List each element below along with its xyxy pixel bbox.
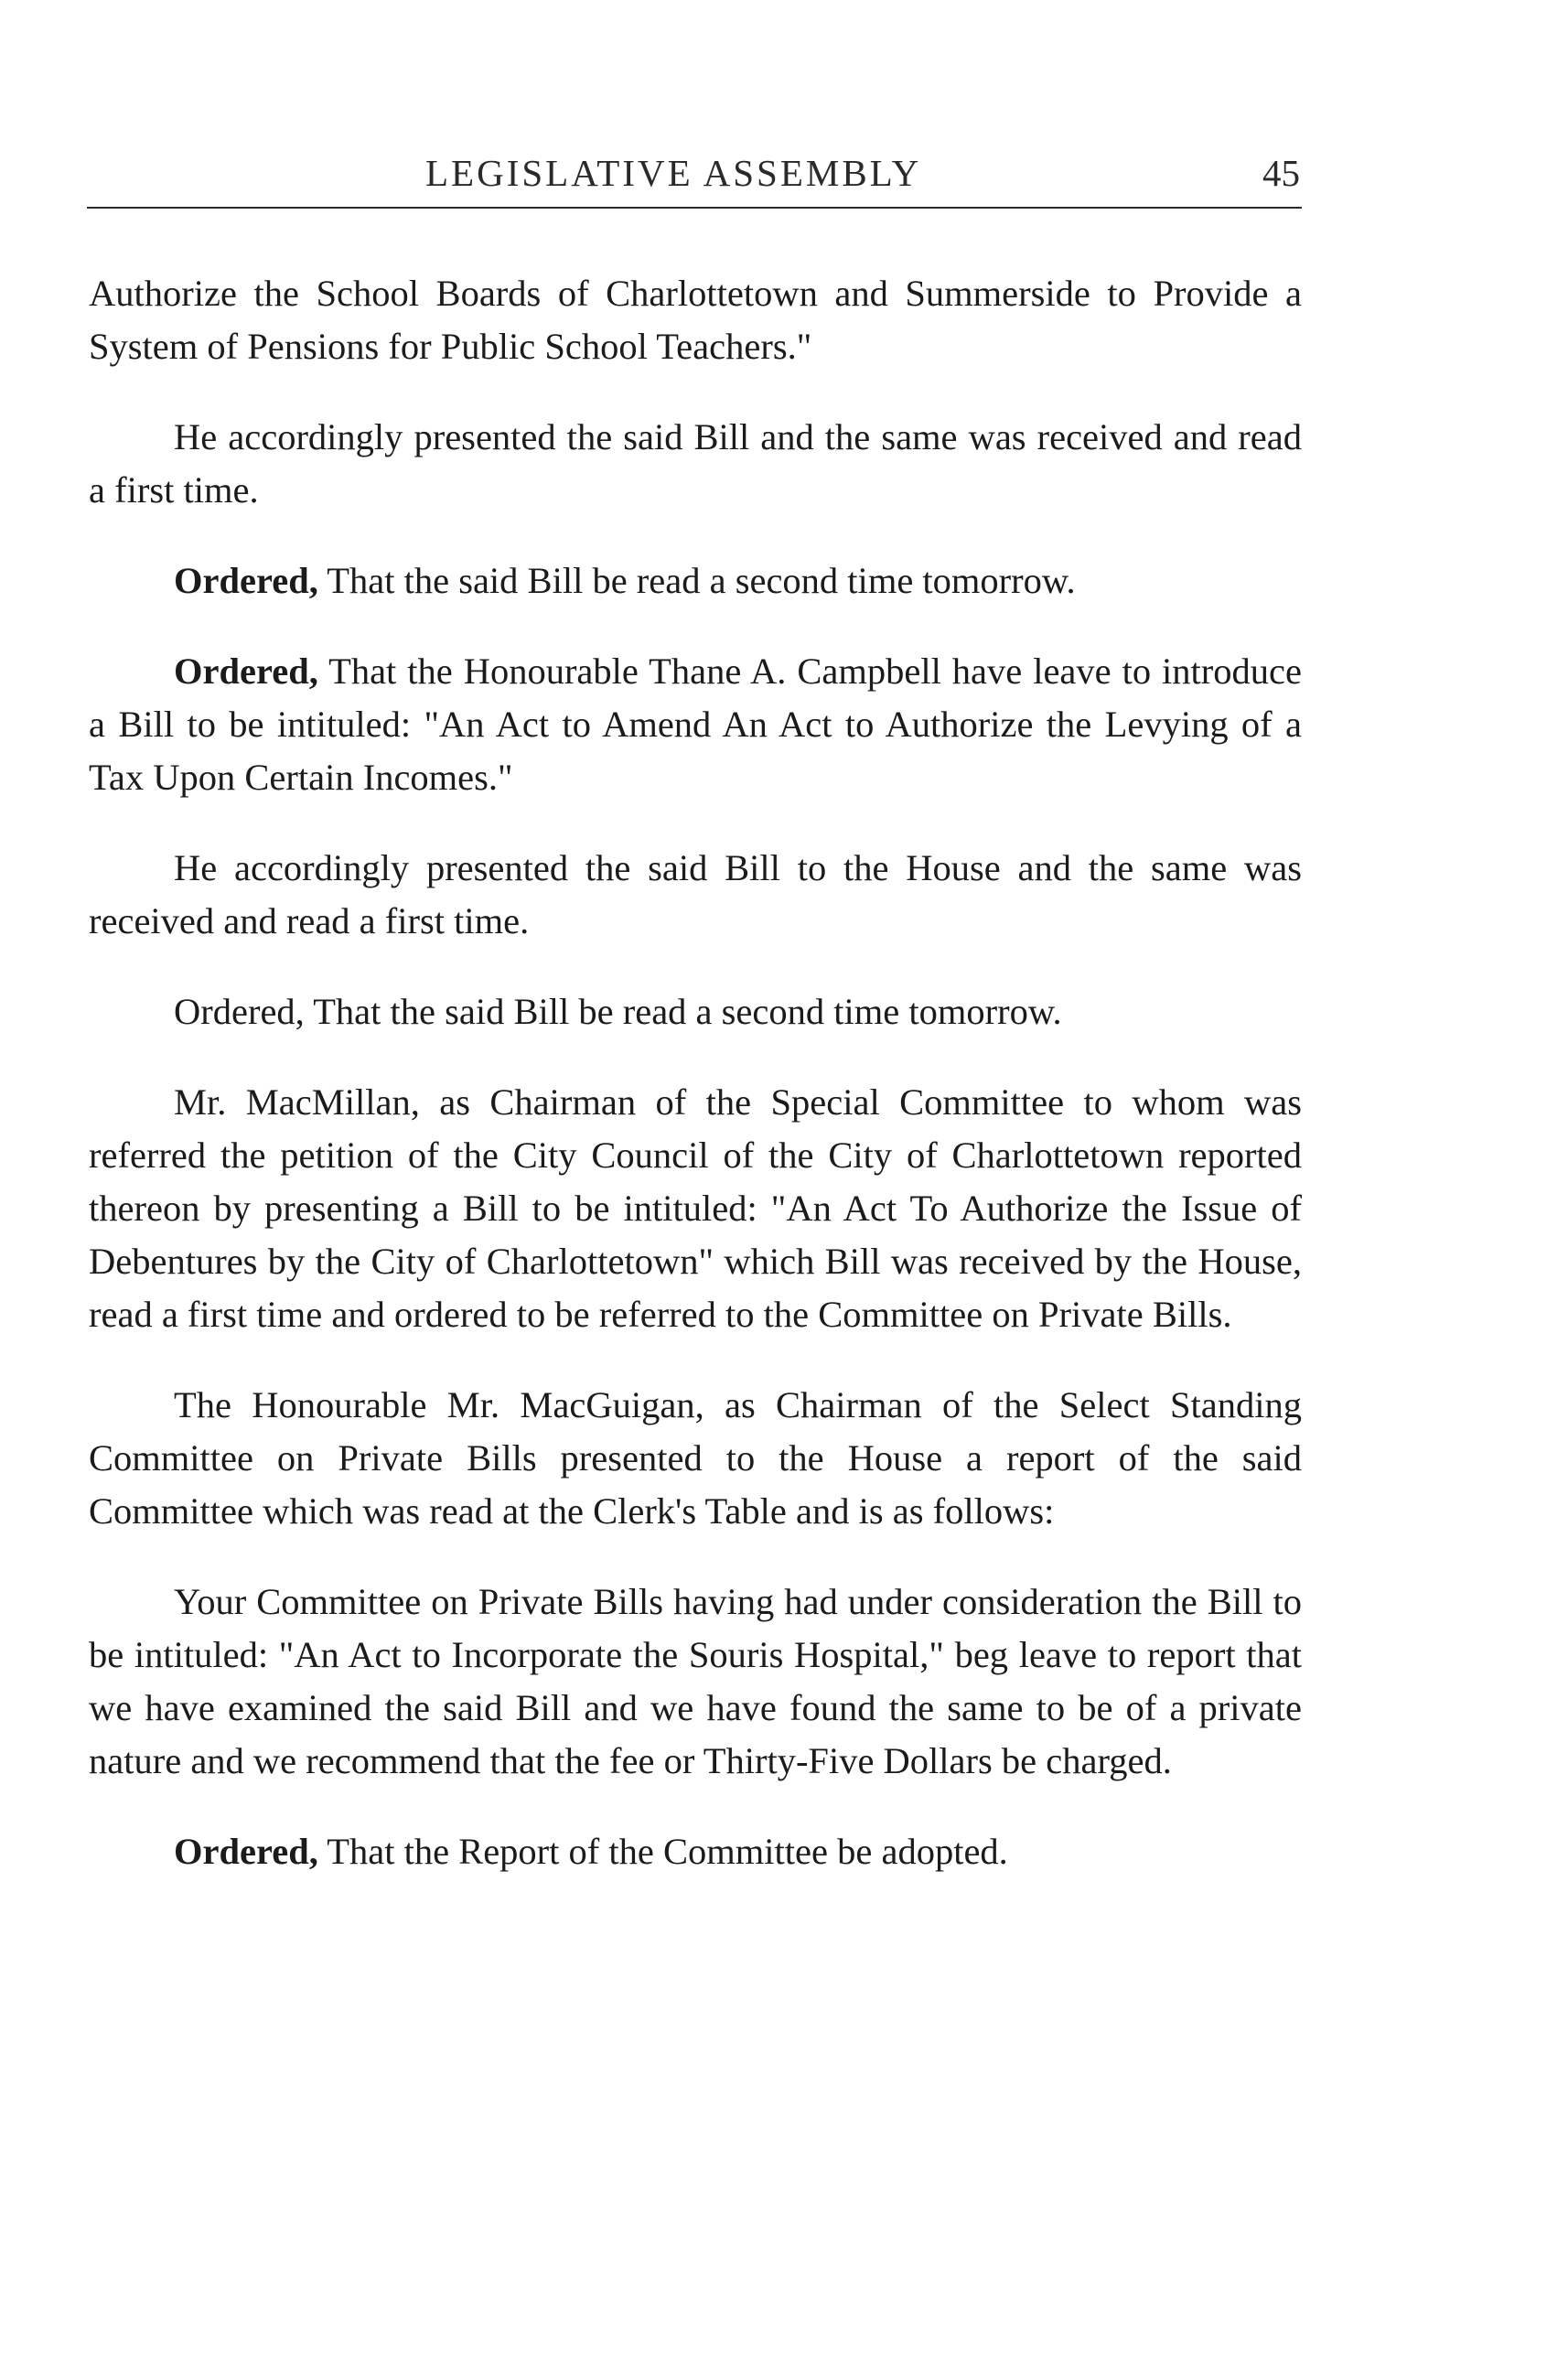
paragraph-text: That the said Bill be read a second time tomorrow. xyxy=(317,560,1076,601)
paragraph-text: He accordingly presented the said Bill and the same was received and read a first time. xyxy=(89,416,1302,511)
paragraph-ordered-second-reading xyxy=(89,554,1302,608)
header-title: LEGISLATIVE ASSEMBLY xyxy=(425,152,922,194)
page-number: 45 xyxy=(1262,152,1300,194)
paragraph-ordered-second-reading-2 xyxy=(89,985,1302,1038)
paragraph-text: That the Report of the Committee be adopted. xyxy=(317,1831,1008,1872)
paragraph-committee-report-text xyxy=(89,1575,1302,1788)
paragraph-ordered-report-adopted xyxy=(89,1825,1302,1878)
paragraph-text: He accordingly presented the said Bill to the House and the same was received and read a first time. xyxy=(89,847,1302,941)
paragraph-lead: Ordered, xyxy=(174,651,318,692)
paragraph-lead: Ordered, xyxy=(174,1831,318,1872)
header-rule xyxy=(87,207,1302,209)
paragraph-text: That the Honourable Thane A. Campbell have leave to introduce a Bill to be intituled: "An Act to Amend An Act to Authorize the Levying of a Tax Upon Certain Incomes." xyxy=(89,651,1302,798)
paragraph-bill-presented-to-house xyxy=(89,842,1302,948)
paragraph-text: The Honourable Mr. MacGuigan, as Chairman of the Select Standing Committee on Private Bills presented to the House a report of the said Committee which was read at the Clerk's Table and is as follows: xyxy=(89,1384,1302,1532)
paragraph-ordered-leave-to-introduce xyxy=(89,645,1302,804)
paragraph-special-committee-report xyxy=(89,1076,1302,1341)
running-header xyxy=(87,151,1304,206)
paragraph-text: Ordered, That the said Bill be read a second time tomorrow. xyxy=(174,991,1062,1032)
paragraph-lead: Ordered, xyxy=(174,560,318,601)
paragraph-text: Your Committee on Private Bills having had under consideration the Bill to be intituled: "An Act to Incorporate the Souris Hospital," beg leave to report that we have examined the said Bill and we have found the same to be of a private nature and we recommend that the fee or Thirty-Five Dollars be charged. xyxy=(89,1581,1302,1781)
paragraph-private-bills-committee xyxy=(89,1379,1302,1538)
paragraph-text: Mr. MacMillan, as Chairman of the Special Committee to whom was referred the petition of the City Council of the City of Charlottetown reported thereon by presenting a Bill to be intituled: "An Act To Authorize the Issue of Debentures by the City of Charlottetown" which Bill was received by the House, read a first time and ordered to be referred to the Committee on Private Bills. xyxy=(89,1081,1302,1335)
paragraph-text: Authorize the School Boards of Charlottetown and Summerside to Provide a System of Pensions for Public School Teachers." xyxy=(89,273,1302,367)
paragraph-bill-title-continuation xyxy=(89,267,1302,373)
document-body xyxy=(89,267,1302,1916)
paragraph-bill-presented xyxy=(89,411,1302,517)
